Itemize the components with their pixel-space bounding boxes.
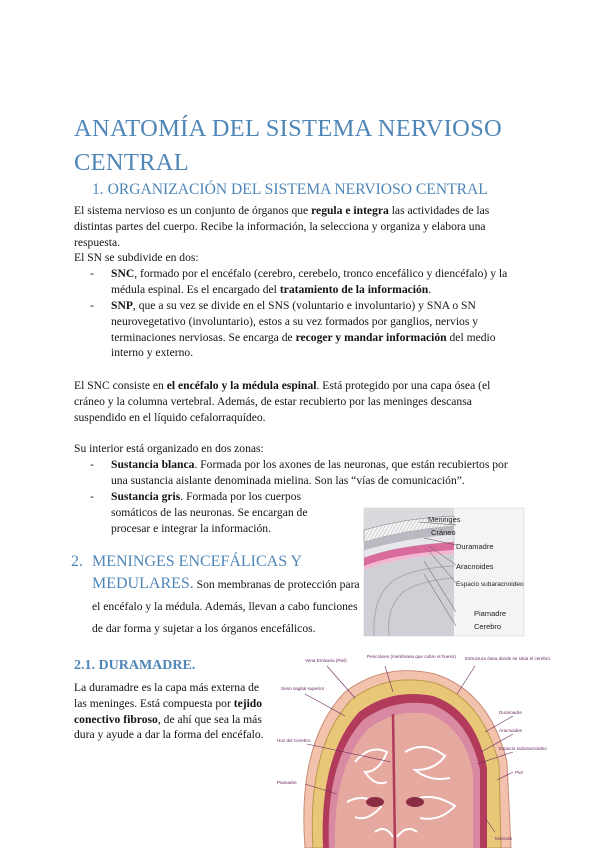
- label-piel: Piel: [515, 770, 523, 775]
- meninges-diagram: [364, 508, 524, 636]
- section-2-1-heading: 2.1. DURAMADRE.: [74, 658, 196, 673]
- snc-paragraph: El SNC consiste en el encéfalo y la médula espinal. Está protegido por una capa ósea (el cráneo y la columna vertebral. Además, de estar recubierto por las meninges descansa suspendido en el líquido cefalorraquídeo.: [74, 379, 491, 424]
- label-estructura-osea: Estructura ósea donde se sitúa el cerebro: [465, 656, 551, 661]
- section-1-heading: 1. ORGANIZACIÓN DEL SISTEMA NERVIOSO CENTRAL: [92, 181, 488, 198]
- label-vena-emisaria: Vena Emisaria (Piel): [305, 658, 347, 663]
- label-hoz-cerebro: Hoz del Cerebro: [277, 738, 311, 743]
- label-aracnoides-2: Aracnoides: [499, 728, 522, 733]
- duramadre-paragraph: La duramadre es la capa más externa de las meninges. Está compuesta por tejido conectivo fibroso, de ahí que sea la más dura y ayude a dar la forma del encéfalo.: [74, 681, 264, 742]
- subdivide-text: El SN se subdivide en dos:: [74, 251, 199, 264]
- label-duramadre-2: Duramadre: [499, 710, 522, 715]
- section-2-heading: 2. MENINGES ENCEFÁLICAS Y MEDULARES. Son membranas de protección para el encéfalo y la médula. Además, llevan a cabo funciones de dar forma y sujetar a los órganos encefálicos.: [71, 553, 360, 635]
- page-title: ANATOMÍA DEL SISTEMA NERVIOSO CENTRAL: [74, 115, 503, 176]
- label-duramadre: Duramadre: [456, 542, 494, 551]
- list-item: - Sustancia blanca. Formada por los axones de las neuronas, que están recubiertos por una sustancia aislante denominada mielina. Son las “vías de comunicación”.: [90, 458, 508, 487]
- label-piamadre: Piamadre: [474, 609, 507, 618]
- label-pericraneo: Pericráneo (membrana que cubre el hueso): [367, 654, 456, 659]
- label-espacio: Espacio subaracnoideo: [456, 581, 524, 588]
- list-item: - SNC, formado por el encéfalo (cerebro, cerebelo, tronco encefálico y diencéfalo) y la médula espinal. Es el encargado del tratamiento de la información.: [90, 267, 508, 296]
- label-cerebro: Cerebro: [474, 622, 502, 631]
- list-item: - Sustancia gris. Formada por los cuerpos somáticos de las neuronas. Se encargan de procesar e integrar la información.: [90, 490, 308, 535]
- interior-text: Su interior está organizado en dos zonas:: [74, 442, 264, 455]
- label-craneo: Cráneo: [431, 528, 456, 537]
- intro-paragraph: El sistema nervioso es un conjunto de órganos que regula e integra las actividades de las distintas partes del cuerpo. Recibe la información, la selecciona y organiza y elabora una respuesta.: [74, 204, 490, 249]
- label-aracnoides: Aracnoides: [456, 562, 494, 571]
- label-musculo: Músculo: [495, 836, 513, 841]
- label-piamadre-2: Piamadre: [277, 780, 297, 785]
- label-espacio-2: Espacio subaracnoideo: [499, 746, 547, 751]
- head-section-diagram: [275, 652, 551, 848]
- label-seno-sagital: Seno sagital superior: [281, 686, 325, 691]
- list-item: - SNP, que a su vez se divide en el SNS (voluntario e involuntario) y SNA o SN neurovegetativo (involuntario), estos a su vez formados por ganglios, nervios y terminaciones nerviosas. Se encarga de recoger y mandar información del medio interno y externo.: [90, 299, 496, 360]
- label-meninges: Meninges: [428, 515, 461, 524]
